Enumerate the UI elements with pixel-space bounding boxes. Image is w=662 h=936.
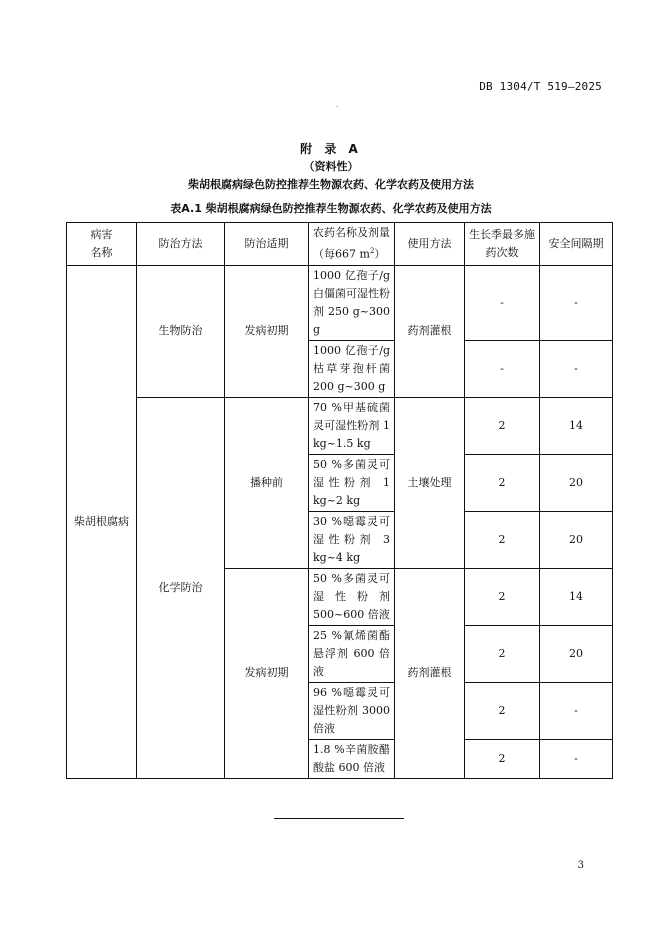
pesticide-cell: 50 %多菌灵可湿性粉剂 1 kg~2 kg	[309, 454, 395, 511]
pesticide-table	[66, 222, 613, 779]
interval-cell: -	[540, 739, 613, 778]
interval-cell: -	[540, 340, 613, 397]
header-safety-interval: 安全间隔期	[540, 223, 613, 266]
appendix-title: 附 录 A	[300, 142, 362, 156]
appendix-subtitle: 柴胡根腐病绿色防控推荐生物源农药、化学农药及使用方法	[188, 178, 474, 191]
method-biological: 生物防治	[137, 265, 225, 397]
times-cell: -	[465, 340, 540, 397]
period-early-onset-bio: 发病初期	[225, 265, 309, 397]
header-pesticide-dosage-prefix: 农药名称及剂量（每667 m	[313, 226, 390, 261]
interval-cell: 20	[540, 511, 613, 568]
period-before-sowing: 播种前	[225, 397, 309, 568]
header-pesticide-dosage	[309, 223, 395, 266]
pesticide-cell: 25 %氰烯菌酯悬浮剂 600 倍液	[309, 625, 395, 682]
appendix-note: （资料性）	[303, 160, 359, 173]
table-row	[67, 265, 613, 340]
method-chemical: 化学防治	[137, 397, 225, 778]
scan-artifact	[336, 106, 338, 107]
header-max-applications: 生长季最多施药次数	[465, 223, 540, 266]
period-early-onset-chem: 发病初期	[225, 568, 309, 778]
times-cell: 2	[465, 625, 540, 682]
header-pesticide-dosage-suffix: ）	[374, 247, 386, 261]
interval-cell: 20	[540, 625, 613, 682]
interval-cell: 14	[540, 397, 613, 454]
document-number: DB 1304/T 519—2025	[479, 80, 602, 93]
usage-soil-treatment: 土壤处理	[395, 397, 465, 568]
interval-cell: -	[540, 682, 613, 739]
page-number: 3	[577, 860, 584, 871]
end-of-appendix-rule	[274, 818, 404, 819]
usage-root-irrigation-bio: 药剂灌根	[395, 265, 465, 397]
pesticide-cell: 30 %噁霉灵可湿性粉剂 3 kg~4 kg	[309, 511, 395, 568]
times-cell: 2	[465, 454, 540, 511]
pesticide-cell: 1000 亿孢子/g 枯草芽孢杆菌 200 g~300 g	[309, 340, 395, 397]
disease-cell: 柴胡根腐病	[67, 265, 137, 778]
header-control-period: 防治适期	[225, 223, 309, 266]
times-cell: 2	[465, 739, 540, 778]
times-cell: -	[465, 265, 540, 340]
interval-cell: -	[540, 265, 613, 340]
pesticide-cell: 1000 亿孢子/g 白僵菌可湿性粉剂 250 g~300 g	[309, 265, 395, 340]
table-caption: 表A.1 柴胡根腐病绿色防控推荐生物源农药、化学农药及使用方法	[170, 202, 492, 215]
table-header-row	[67, 223, 613, 266]
times-cell: 2	[465, 682, 540, 739]
header-usage-method: 使用方法	[395, 223, 465, 266]
pesticide-cell: 96 %噁霉灵可湿性粉剂 3000 倍液	[309, 682, 395, 739]
header-disease-name	[67, 223, 137, 266]
table-row	[67, 397, 613, 454]
pesticide-cell: 1.8 %辛菌胺醋酸盐 600 倍液	[309, 739, 395, 778]
times-cell: 2	[465, 511, 540, 568]
times-cell: 2	[465, 397, 540, 454]
pesticide-cell: 50 %多菌灵可湿性粉剂 500~600 倍液	[309, 568, 395, 625]
usage-root-irrigation-chem: 药剂灌根	[395, 568, 465, 778]
pesticide-cell: 70 %甲基硫菌灵可湿性粉剂 1 kg~1.5 kg	[309, 397, 395, 454]
interval-cell: 20	[540, 454, 613, 511]
header-pesticide-dosage-sup: 2	[369, 247, 375, 255]
interval-cell: 14	[540, 568, 613, 625]
header-disease-name-text: 病害名称	[90, 227, 113, 259]
times-cell: 2	[465, 568, 540, 625]
header-control-method: 防治方法	[137, 223, 225, 266]
